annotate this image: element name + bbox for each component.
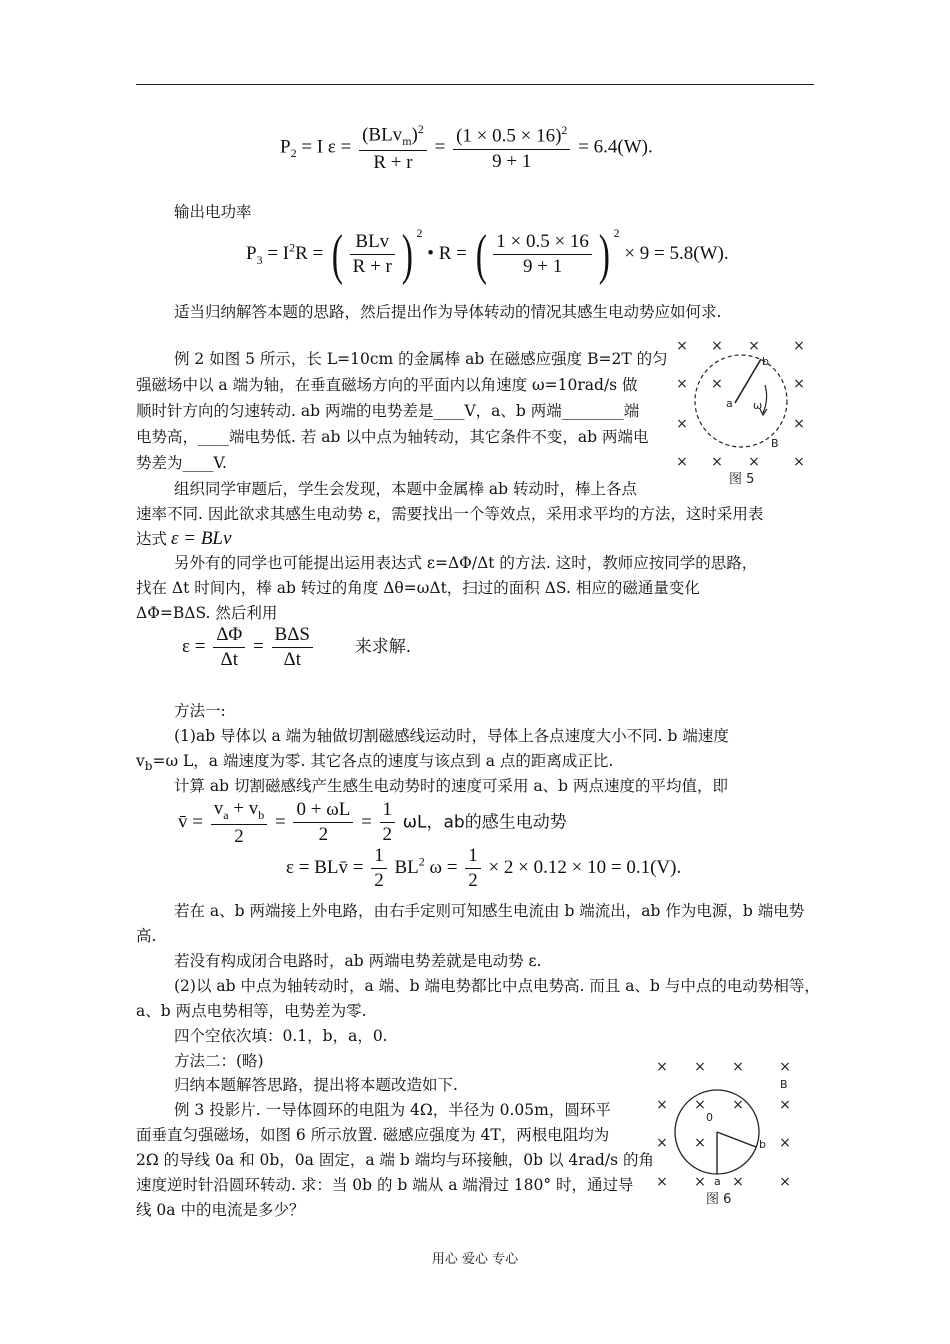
f5-rotation-arrow	[763, 385, 767, 413]
p2-sub: 2	[290, 146, 297, 161]
f5-caption: 图 5	[729, 472, 755, 487]
f6-cross: ×	[732, 1097, 744, 1113]
eps-fraction-2	[272, 624, 313, 671]
p3-mid: = I	[267, 243, 290, 264]
p3-sub: 3	[256, 252, 263, 267]
f5-cross: ×	[711, 376, 723, 392]
p3-f2-num: 1 × 0.5 × 16	[493, 231, 592, 255]
vbar-lhs: v̄ =	[178, 811, 203, 833]
ex3-line-1: 例 3 投影片. 一导体圆环的电阻为 4Ω，半径为 0.05m，圆环平	[174, 1101, 611, 1119]
p2-fraction-2	[453, 123, 570, 172]
f6-cross: ×	[779, 1135, 791, 1151]
p2-mid: = I ε =	[301, 136, 352, 158]
emf-f2-num: 1	[465, 845, 481, 869]
f6-cross: ×	[656, 1097, 668, 1113]
ex2-line-3: 顺时针方向的匀速转动. ab 两端的电势差是____V，a、b 两端________端	[136, 402, 640, 420]
f6-cross: ×	[656, 1135, 668, 1151]
m1-v: v	[136, 752, 145, 770]
alt-line-1: 另外有的同学也可能提出运用表达式 ε=ΔΦ/Δt 的方法. 这时，教师应按同学的思路，	[174, 554, 758, 572]
org-line-2: 速率不同. 因此欲求其感生电动势 ε，需要找出一个等效点，采用求平均的方法，这时采用表	[136, 505, 764, 523]
f6-label-a: a	[714, 1175, 721, 1188]
emf-f2-den: 2	[468, 870, 478, 891]
vbar-f3-den: 2	[382, 824, 393, 846]
p3-f1-den: R + r	[352, 256, 392, 278]
figure-6	[650, 1055, 800, 1210]
p3-mid2: R =	[295, 243, 324, 264]
f5-cross: ×	[793, 338, 805, 354]
f6-cross: ×	[779, 1174, 791, 1190]
m1-l2-rest: =ω L，a 端速度为零. 其它各点的速度与该点到 a 点的距离成正比.	[152, 752, 614, 770]
ex3-line-4: 速度逆时针沿圆环转动. 求：当 0b 的 b 端从 a 端滑过 180° 时，通过导	[136, 1176, 634, 1194]
f5-cross: ×	[676, 376, 688, 392]
emf-f1-den: 2	[374, 870, 384, 891]
equation-vbar	[178, 798, 567, 848]
emf-fraction-1	[371, 845, 387, 892]
vbar-fraction-2	[293, 799, 353, 846]
emf-fraction-2	[465, 845, 481, 892]
emf-mid2: ω =	[429, 856, 458, 878]
f6-cross: ×	[779, 1059, 791, 1075]
p2-f1-sup: 2	[417, 122, 424, 136]
eps-fraction-1	[213, 624, 245, 671]
ex3-line-2: 面垂直匀强磁场，如图 6 所示放置. 磁感应强度为 4T，两根电阻均为	[136, 1126, 610, 1144]
method-2-title: 方法二：(略)	[174, 1052, 264, 1070]
emf-f1-num: 1	[371, 845, 387, 869]
vbar-fraction-3	[380, 799, 396, 846]
vbar-tail: ωL，ab的感生电动势	[402, 812, 567, 833]
f5-cross: ×	[793, 454, 805, 470]
p3-result: × 9 = 5.8(W).	[624, 243, 729, 264]
p3-sup1: 2	[416, 226, 423, 240]
f5-dashed-circle	[695, 355, 787, 447]
result-line-3: 若没有构成闭合电路时，ab 两端电势差就是电动势 ε.	[174, 952, 542, 970]
vbar-f1-den: 2	[234, 825, 244, 847]
method-2-line-1: (2)以 ab 中点为轴转动时，a 端、b 端电势都比中点电势高. 而且 a、b 与中点的电动势相等，	[174, 977, 820, 995]
org-line-3-math: ε = BLv	[171, 528, 232, 549]
paren-left-2: (	[475, 223, 487, 286]
vbar-eq2: =	[361, 811, 372, 833]
vbar-f1-v: v	[213, 798, 224, 819]
p3-f1-num: BLv	[350, 231, 395, 255]
f5-label-a: a	[726, 397, 733, 410]
method-1-line-1: (1)ab 导体以 a 端为轴做切割磁感线运动时，导体上各点速度大小不同. b 端速度	[174, 727, 729, 745]
p3-symbol: P	[246, 243, 257, 264]
m1-v-sub: b	[144, 759, 153, 774]
method-1-line-3: 计算 ab 切割磁感线产生感生电动势时的速度可采用 a、b 两点速度的平均值，即	[174, 777, 729, 795]
vbar-eq: =	[275, 811, 286, 833]
org-line-3	[136, 527, 231, 551]
eps-f2-den: Δt	[283, 649, 302, 670]
vbar-f2-num: 0 + ωL	[293, 799, 353, 823]
p2-symbol: P	[280, 136, 291, 158]
equation-emf	[286, 845, 681, 892]
f6-cross: ×	[694, 1097, 706, 1113]
answers: 四个空依次填：0.1，b，a，0.	[174, 1027, 388, 1045]
method-2-line-2: a、b 两点电势相等，电势差为零.	[136, 1002, 367, 1020]
alt-line-3: ΔΦ=BΔS. 然后利用	[136, 604, 278, 622]
f6-cross: ×	[656, 1174, 668, 1190]
emf-result: × 2 × 0.12 × 10 = 0.1(V).	[488, 856, 682, 878]
f6-cross: ×	[732, 1059, 744, 1075]
p2-f2-den: 9 + 1	[492, 150, 532, 172]
emf-mid: BL	[394, 856, 419, 878]
f5-cross: ×	[676, 338, 688, 354]
summary-line: 归纳本题解答思路，提出将本题改造如下.	[174, 1076, 458, 1094]
f5-cross: ×	[793, 416, 805, 432]
paren-right-2: )	[598, 223, 610, 286]
result-line-1: 若在 a、b 两端接上外电路，由右手定则可知感生电流由 b 端流出，ab 作为电源，b 端电势	[174, 902, 805, 920]
p3-sup2: 2	[613, 226, 620, 240]
paren-right-1: )	[401, 223, 413, 286]
f6-label-b: b	[759, 1138, 766, 1151]
eps-f1-num: ΔΦ	[213, 624, 245, 648]
f6-cross: ×	[694, 1174, 706, 1190]
p3-mid-sup: 2	[289, 240, 296, 255]
alt-line-2: 找在 Δt 时间内，棒 ab 转过的角度 Δθ=ωΔt，扫过的面积 ΔS. 相应的磁通量变化	[136, 579, 700, 597]
f6-caption: 图 6	[706, 1192, 732, 1207]
page-footer: 用心 爱心 专心	[431, 1252, 519, 1267]
eps-lhs: ε =	[182, 635, 206, 657]
p3-fraction-1	[350, 231, 395, 278]
p2-fraction-1	[359, 122, 427, 174]
emf-mid-sup: 2	[418, 854, 425, 869]
org-line-3-text: 达式	[136, 530, 168, 548]
p3-f2-den: 9 + 1	[522, 256, 563, 278]
f5-cross: ×	[748, 454, 760, 470]
ex2-line-2: 强磁场中以 a 端为轴，在垂直磁场方向的平面内以角速度 ω=10rad/s 做	[136, 376, 638, 394]
f6-cross: ×	[779, 1097, 791, 1113]
eps-f1-den: Δt	[220, 649, 238, 670]
f5-cross: ×	[711, 454, 723, 470]
eps-f2-num: BΔS	[272, 624, 313, 648]
f6-label-B: B	[780, 1078, 788, 1091]
f6-cross: ×	[694, 1135, 706, 1151]
vbar-fraction-1	[211, 798, 268, 848]
f5-label-B: B	[771, 437, 779, 450]
p2-f1-num: (BLv	[362, 124, 403, 146]
f6-cross: ×	[732, 1174, 744, 1190]
f5-cross: ×	[711, 338, 723, 354]
f5-rod	[735, 359, 761, 403]
f5-label-omega: ω	[753, 399, 763, 412]
equation-epsilon	[182, 624, 411, 671]
figure-5	[665, 333, 815, 493]
org-line-1: 组织同学审题后，学生会发现，本题中金属棒 ab 转动时，棒上各点	[174, 480, 638, 498]
f6-cross: ×	[656, 1059, 668, 1075]
p2-f1-num-end: )	[411, 124, 418, 146]
eps-eq: =	[253, 635, 264, 657]
result-line-2: 高.	[136, 927, 157, 945]
p2-f1-den: R + r	[373, 152, 413, 174]
f5-cross: ×	[793, 376, 805, 392]
p2-f2-sup: 2	[561, 123, 568, 138]
p2-eq: =	[434, 136, 446, 158]
vbar-f1-sub-b: b	[258, 807, 265, 822]
p2-f1-num-sub: m	[402, 134, 412, 149]
vbar-f2-den: 2	[318, 824, 329, 846]
header-rule	[136, 84, 814, 85]
eps-tail: 来求解.	[354, 636, 412, 657]
vbar-f3-num: 1	[380, 799, 396, 823]
paren-left-1: (	[331, 223, 343, 286]
f5-label-b: b	[762, 355, 769, 368]
method-1-title: 方法一:	[174, 702, 226, 720]
ex2-line-1: 例 2 如图 5 所示，长 L=10cm 的金属棒 ab 在磁感应强度 B=2T 的匀	[174, 350, 668, 368]
emf-lhs: ε = BLv̄ =	[286, 856, 364, 878]
f6-wire-0b	[717, 1132, 756, 1147]
f5-cross: ×	[676, 454, 688, 470]
vbar-f1-sub-a: a	[223, 807, 229, 822]
p2-f2-num: (1 × 0.5 × 16)	[456, 125, 562, 147]
f5-cross: ×	[676, 416, 688, 432]
ex3-line-5: 线 0a 中的电流是多少？	[136, 1201, 305, 1219]
p3-dot: • R =	[427, 243, 467, 264]
ex2-line-4: 电势高，____端电势低. 若 ab 以中点为轴转动，其它条件不变，ab 两端电	[136, 428, 649, 446]
equation-p3	[246, 223, 729, 286]
ex3-line-3: 2Ω 的导线 0a 和 0b，0a 固定，a 端 b 端均与环接触，0b 以 4rad/s 的角	[136, 1151, 654, 1169]
paragraph-summary: 适当归纳解答本题的思路，然后提出作为导体转动的情况其感生电动势应如何求.	[174, 303, 722, 321]
f6-label-o: 0	[706, 1111, 713, 1124]
label-output-power: 输出电功率	[174, 203, 252, 221]
f6-cross: ×	[694, 1059, 706, 1075]
p3-fraction-2	[493, 231, 592, 278]
vbar-f1-mid: + v	[228, 798, 259, 819]
p2-result: = 6.4(W).	[578, 136, 653, 158]
ex2-line-5: 势差为____V.	[136, 454, 227, 472]
f5-cross: ×	[748, 338, 760, 354]
equation-p2	[280, 122, 653, 174]
